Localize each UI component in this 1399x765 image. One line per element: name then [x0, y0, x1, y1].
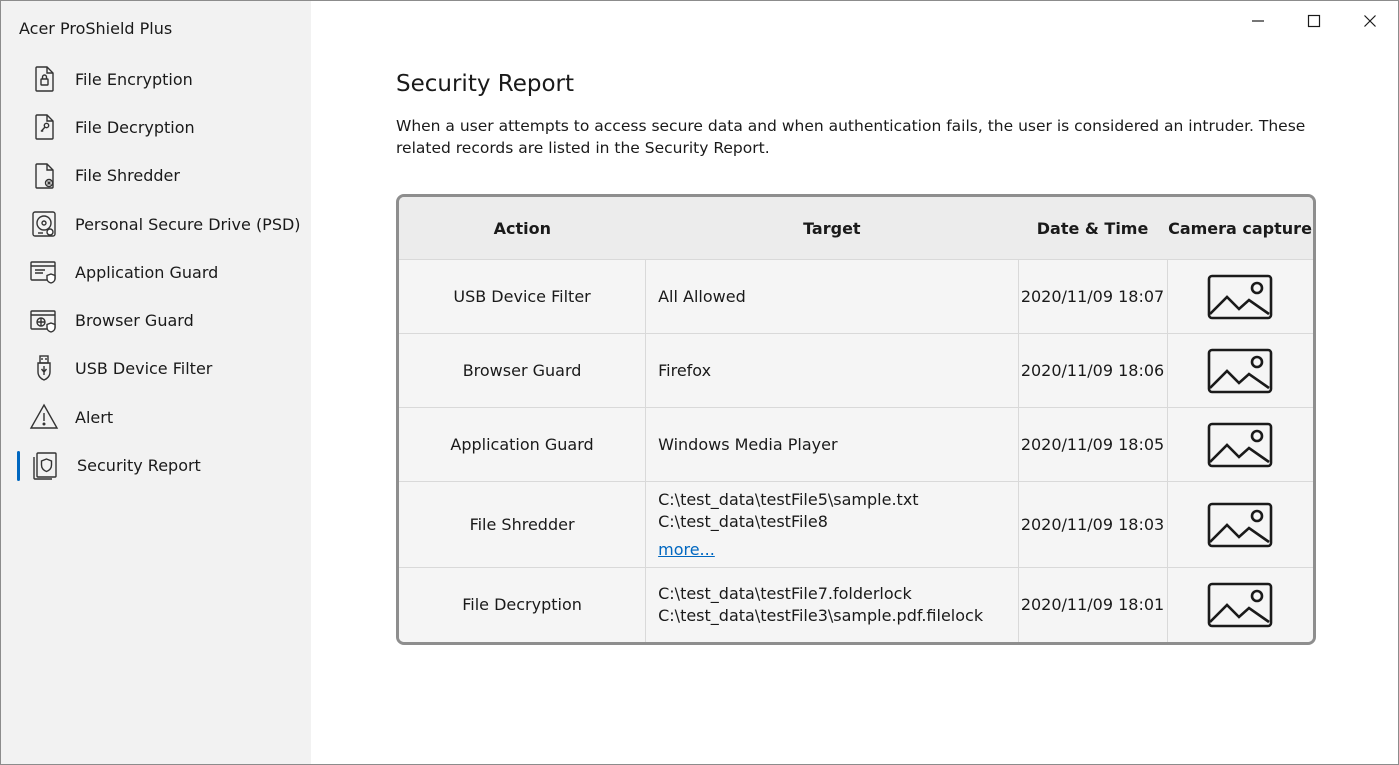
image-icon[interactable] [1207, 348, 1273, 394]
browser-shield-icon [29, 306, 59, 336]
cell-camera-capture [1167, 408, 1313, 482]
sidebar-item-file-decryption[interactable] [1, 103, 311, 151]
app-title: Acer ProShield Plus [19, 19, 173, 38]
minimize-button[interactable] [1230, 1, 1286, 41]
cell-target [646, 334, 1018, 408]
maximize-icon [1307, 14, 1321, 28]
table-row [399, 568, 1313, 642]
cell-date-time: 2020/11/09 18:06 [1018, 334, 1167, 408]
cell-date-time: 2020/11/09 18:01 [1018, 568, 1167, 642]
minimize-icon [1251, 14, 1265, 28]
cell-target [646, 408, 1018, 482]
page-title: Security Report [396, 71, 575, 97]
file-shred-icon [29, 161, 59, 191]
cell-date-time: 2020/11/09 18:03 [1018, 482, 1167, 568]
report-table [399, 197, 1313, 642]
cell-camera-capture [1167, 482, 1313, 568]
target-path: All Allowed [658, 286, 746, 306]
secure-drive-icon [29, 209, 59, 239]
window-controls [1230, 1, 1398, 41]
cell-target [646, 568, 1018, 642]
app-window-shield-icon [29, 257, 59, 287]
sidebar-item-label: File Encryption [75, 69, 193, 89]
sidebar-item-file-encryption[interactable] [1, 55, 311, 103]
table-header-row [399, 197, 1313, 260]
more-link[interactable]: more... [658, 539, 715, 559]
target-path: C:\test_data\testFile8 [658, 511, 828, 531]
close-button[interactable] [1342, 1, 1398, 41]
sidebar-item-application-guard[interactable] [1, 248, 311, 296]
cell-action: USB Device Filter [399, 260, 646, 334]
image-icon[interactable] [1207, 502, 1273, 548]
sidebar-item-label: Personal Secure Drive (PSD) [75, 214, 301, 234]
sidebar-item-usb-device-filter[interactable] [1, 345, 311, 393]
page-description: When a user attempts to access secure data and when authentication fails, the user is considered an intruder. These related records are listed in the Security Report. [396, 117, 1306, 157]
sidebar-item-label: Alert [75, 407, 114, 427]
file-key-icon [29, 112, 59, 142]
target-path: C:\test_data\testFile7.folderlock [658, 583, 912, 603]
sidebar-item-file-shredder[interactable] [1, 152, 311, 200]
sidebar-item-security-report[interactable] [1, 441, 311, 489]
header-action: Action [399, 197, 646, 260]
table-row [399, 482, 1313, 568]
sidebar-item-label: Application Guard [75, 262, 219, 282]
cell-date-time: 2020/11/09 18:07 [1018, 260, 1167, 334]
sidebar-item-label: Security Report [77, 456, 201, 476]
sidebar-item-label: File Decryption [75, 117, 195, 137]
header-date-time: Date & Time [1018, 197, 1167, 260]
cell-action: File Decryption [399, 568, 646, 642]
maximize-button[interactable] [1286, 1, 1342, 41]
file-lock-icon [29, 64, 59, 94]
warning-triangle-icon [29, 402, 59, 432]
cell-camera-capture [1167, 568, 1313, 642]
target-path: C:\test_data\testFile5\sample.txt [658, 489, 919, 509]
sidebar-item-personal-secure-drive[interactable] [1, 200, 311, 248]
sidebar-item-alert[interactable] [1, 393, 311, 441]
sidebar-item-label: File Shredder [75, 166, 180, 186]
security-report-table [396, 194, 1316, 645]
table-row [399, 260, 1313, 334]
header-camera-capture: Camera capture [1167, 197, 1313, 260]
cell-action: Browser Guard [399, 334, 646, 408]
sidebar [1, 1, 311, 764]
image-icon[interactable] [1207, 274, 1273, 320]
usb-shield-icon [29, 354, 59, 384]
active-indicator [17, 451, 20, 481]
cell-target [646, 260, 1018, 334]
sidebar-item-label: Browser Guard [75, 311, 194, 331]
cell-date-time: 2020/11/09 18:05 [1018, 408, 1167, 482]
close-icon [1363, 14, 1377, 28]
cell-camera-capture [1167, 334, 1313, 408]
sidebar-item-label: USB Device Filter [75, 359, 213, 379]
table-row [399, 408, 1313, 482]
cell-action: Application Guard [399, 408, 646, 482]
target-path: Firefox [658, 360, 712, 380]
image-icon[interactable] [1207, 422, 1273, 468]
target-path: C:\test_data\testFile3\sample.pdf.filelock [658, 605, 984, 625]
sidebar-item-browser-guard[interactable] [1, 296, 311, 344]
cell-action: File Shredder [399, 482, 646, 568]
header-target: Target [646, 197, 1018, 260]
cell-camera-capture [1167, 260, 1313, 334]
target-path: Windows Media Player [658, 434, 838, 454]
sidebar-nav [1, 55, 311, 490]
image-icon[interactable] [1207, 582, 1273, 628]
table-row [399, 334, 1313, 408]
report-shield-icon [31, 451, 61, 481]
cell-target [646, 482, 1018, 568]
